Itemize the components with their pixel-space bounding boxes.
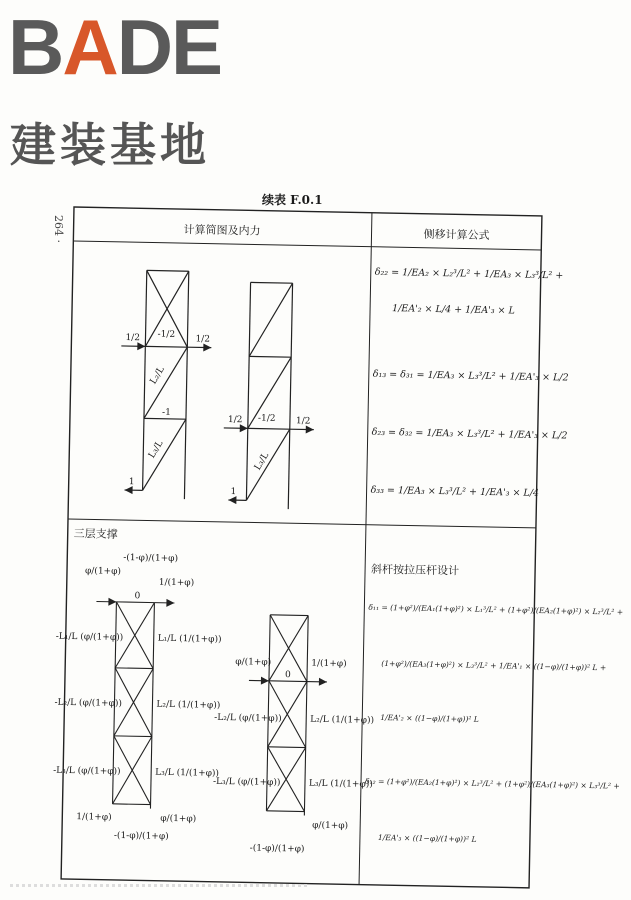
formula-d22-line2: 1/EA'₂ × L/4 + 1/EA'₃ × L (392, 303, 515, 317)
formula-d13: δ₁₃ = δ₃₁ = 1/EA₃ × L₃³/L² + 1/EA'₃ × L/2 (372, 368, 569, 384)
xframe1-left-0: -L₁/L (φ/(1+φ)) (55, 631, 124, 644)
xframe1-bottom-0: 1/(1+φ) (76, 812, 112, 823)
xframe1-right-2: L₃/L (1/(1+φ)) (155, 767, 220, 779)
xframe2-bottom-0: φ/(1+φ) (312, 820, 349, 832)
header-left: 计算简图及内力 (183, 223, 261, 238)
formula-d12-line2: 1/EA'₃ × ((1−φ)/(1+φ))² L (377, 832, 477, 844)
xframe1-bottom-2: φ/(1+φ) (160, 813, 197, 825)
xframe1-left-1: -L₂/L (φ/(1+φ)) (54, 697, 123, 710)
frame2-force-left: 1/2 (227, 414, 243, 426)
xframe1-left-2: -L₃/L (φ/(1+φ)) (53, 765, 121, 777)
xframe1-top-0: φ/(1+φ) (84, 566, 122, 577)
frame2-diag-label: L₃/L (252, 451, 272, 473)
xframe2-top-0: φ/(1+φ) (235, 657, 272, 668)
logo-letters-de: DE (116, 3, 222, 91)
xframe1-top-2: 0 (134, 591, 141, 602)
logo-letter-a: A (62, 3, 117, 91)
xframe1-bottom-1: -(1-φ)/(1+φ) (113, 830, 169, 842)
xframe1-top-1: -(1-φ)/(1+φ) (123, 553, 179, 565)
xframe2-left-1: -L₃/L (φ/(1+φ)) (212, 776, 281, 789)
header-right: 侧移计算公式 (423, 227, 490, 242)
frame2-force-mid: -1/2 (257, 413, 276, 424)
brand-logo (8, 3, 222, 91)
frame-diagram-1 (118, 270, 212, 500)
frame1-force-lower: -1 (161, 407, 171, 418)
frame1-diag-label-1: L₂/L (148, 365, 167, 387)
logo-letter-b: B (8, 3, 63, 91)
frame1-force-mid: -1/2 (157, 329, 176, 340)
frame2-force-base: 1 (230, 487, 237, 498)
formula-d33: δ₃₃ = 1/EA₃ × L₃³/L² + 1/EA'₃ × L/4 (370, 484, 540, 499)
page-number: 264 · (52, 215, 65, 243)
formula-d12-line1: δ₁₂ = (1+φ²)/(EA₂(1+φ)²) × L₂³/L² + (1+φ²)/(EA₃(1+φ)²) × L₃³/L² + (364, 776, 620, 791)
xframe2-left-0: -L₂/L (φ/(1+φ)) (214, 712, 282, 725)
formula-d11-line1: δ₁₁ = (1+φ²)/(EA₁(1+φ)²) × L₁³/L² + (1+φ²)/(EA₂(1+φ)²) × L₂³/L² + (368, 602, 624, 617)
xframe1-top-3: 1/(1+φ) (158, 577, 195, 589)
xframe2-right-0: L₂/L (1/(1+φ)) (310, 714, 375, 726)
scan-artifact (10, 884, 310, 887)
xframe2-top-2: 1/(1+φ) (311, 658, 347, 670)
logo-subtitle: 建装基地 (10, 118, 210, 172)
section-left-label: 三层支撑 (73, 527, 118, 541)
frame1-force-right: 1/2 (195, 334, 211, 345)
xframe2-bottom-1: -(1-φ)/(1+φ) (249, 843, 305, 855)
xframe1-right-0: L₁/L (1/(1+φ)) (157, 633, 222, 645)
xframe2-right-1: L₃/L (1/(1+φ)) (308, 778, 373, 790)
page-title: 续表 F.0.1 (262, 193, 323, 207)
frame2-force-right: 1/2 (295, 416, 311, 427)
formula-d22-line1: δ₂₂ = 1/EA₂ × L₂³/L² + 1/EA₃ × L₃³/L² + (374, 266, 564, 282)
frame1-diag-label-2: L₃/L (147, 439, 166, 461)
frame-diagram-2 (222, 282, 316, 510)
xframe1-right-1: L₂/L (1/(1+φ)) (156, 699, 221, 711)
formula-d23: δ₂₃ = δ₃₂ = 1/EA₃ × L₃³/L² + 1/EA'₃ × L/2 (371, 426, 568, 442)
xframe2-top-1: 0 (284, 670, 291, 681)
formula-d11-line2: (1+φ²)/(EA₃(1+φ)²) × L₃³/L² + 1/EA'₁ × ((1−φ)/(1+φ))² L + (381, 658, 607, 673)
section-right-label: 斜杆按拉压杆设计 (370, 562, 460, 578)
frame1-force-base: 1 (128, 477, 135, 488)
frame1-force-left: 1/2 (125, 333, 141, 344)
formula-d11-line3: 1/EA'₂ × ((1−φ)/(1+φ))² L (380, 712, 479, 724)
